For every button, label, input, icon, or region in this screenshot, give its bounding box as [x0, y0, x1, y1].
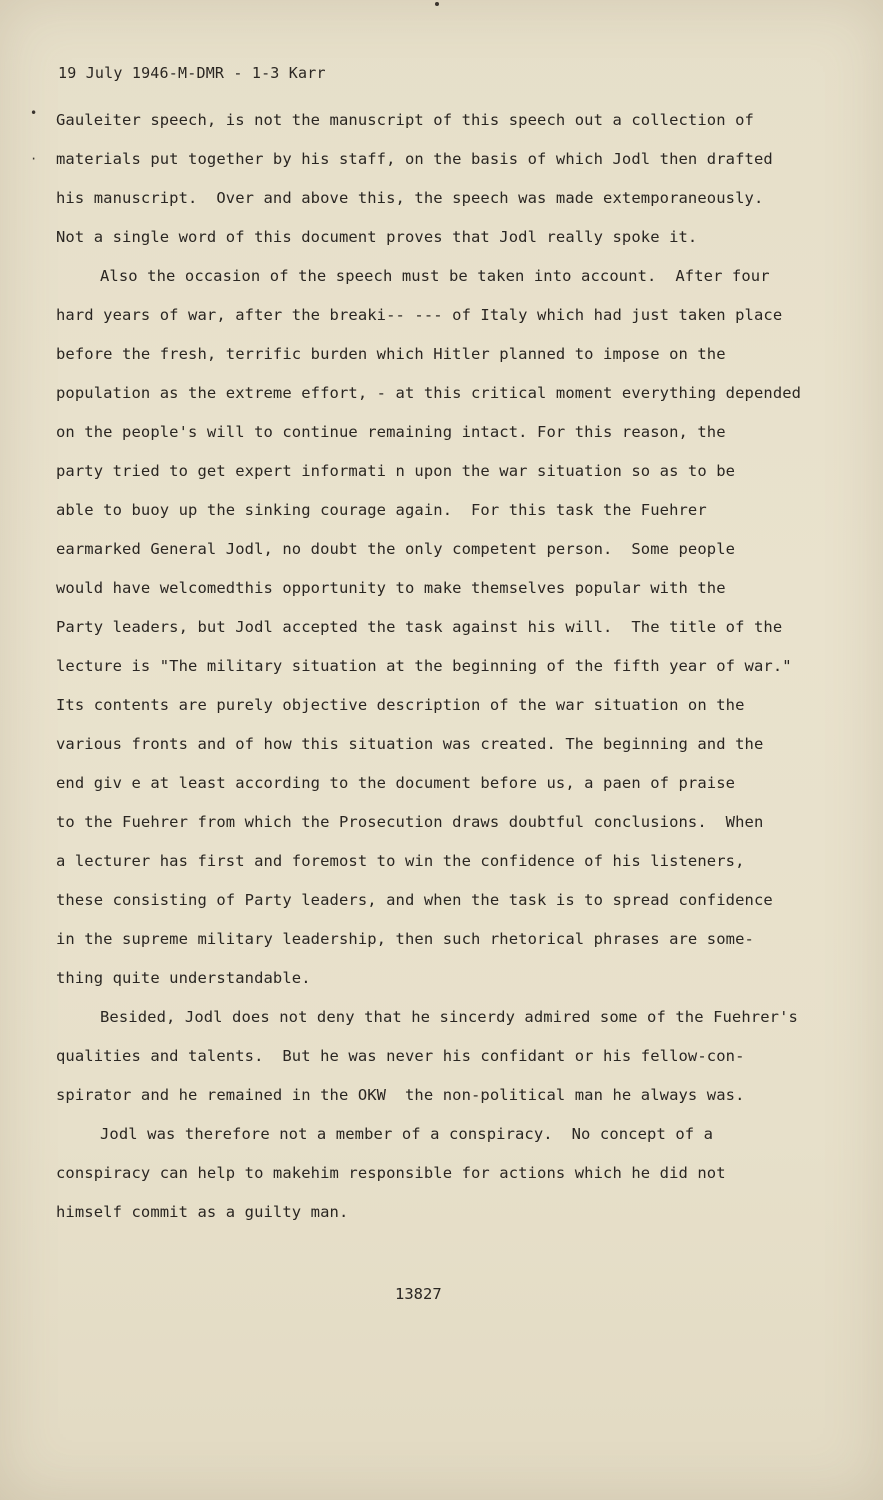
document-header: 19 July 1946-M-DMR - 1-3 Karr	[58, 64, 326, 82]
text-line: earmarked General Jodl, no doubt the only competent person. Some people	[56, 540, 736, 558]
text-line: conspiracy can help to makehim responsible for actions which he did not	[56, 1164, 726, 1182]
text-line: thing quite understandable.	[56, 969, 311, 987]
text-line: Also the occasion of the speech must be taken into account. After four	[100, 267, 770, 285]
text-line: materials put together by his staff, on the basis of which Jodl then drafted	[56, 150, 773, 168]
text-line: party tried to get expert informati n upon the war situation so as to be	[56, 462, 736, 480]
margin-mark: ·	[30, 152, 38, 166]
margin-mark: •	[30, 106, 38, 120]
punch-mark	[435, 2, 439, 6]
text-line: these consisting of Party leaders, and when the task is to spread confidence	[56, 891, 773, 909]
text-line: Jodl was therefore not a member of a conspiracy. No concept of a	[100, 1125, 714, 1143]
text-line: Not a single word of this document proves that Jodl really spoke it.	[56, 228, 698, 246]
text-line: to the Fuehrer from which the Prosecution draws doubtful conclusions. When	[56, 813, 764, 831]
text-line: on the people's will to continue remaining intact. For this reason, the	[56, 423, 726, 441]
text-line: his manuscript. Over and above this, the speech was made extemporaneously.	[56, 189, 764, 207]
page-number: 13827	[395, 1285, 442, 1303]
text-line: a lecturer has first and foremost to win the confidence of his listeners,	[56, 852, 745, 870]
text-line: hard years of war, after the breaki-- --- of Italy which had just taken place	[56, 306, 783, 324]
text-line: in the supreme military leadership, then such rhetorical phrases are some-	[56, 930, 754, 948]
text-line: population as the extreme effort, - at this critical moment everything depended	[56, 384, 802, 402]
text-line: would have welcomedthis opportunity to make themselves popular with the	[56, 579, 726, 597]
text-line: qualities and talents. But he was never his confidant or his fellow-con-	[56, 1047, 745, 1065]
text-line: lecture is "The military situation at the beginning of the fifth year of war."	[56, 657, 792, 675]
text-line: end giv e at least according to the document before us, a paen of praise	[56, 774, 736, 792]
document-body	[56, 101, 826, 1232]
text-line: Besided, Jodl does not deny that he sincerdy admired some of the Fuehrer's	[100, 1008, 798, 1026]
text-line: various fronts and of how this situation was created. The beginning and the	[56, 735, 764, 753]
text-line: Gauleiter speech, is not the manuscript of this speech out a collection of	[56, 111, 754, 129]
text-line: before the fresh, terrific burden which Hitler planned to impose on the	[56, 345, 726, 363]
text-line: Its contents are purely objective description of the war situation on the	[56, 696, 745, 714]
text-line: himself commit as a guilty man.	[56, 1203, 349, 1221]
text-line: able to buoy up the sinking courage again. For this task the Fuehrer	[56, 501, 707, 519]
text-line: Party leaders, but Jodl accepted the task against his will. The title of the	[56, 618, 783, 636]
text-line: spirator and he remained in the OKW the non-political man he always was.	[56, 1086, 745, 1104]
